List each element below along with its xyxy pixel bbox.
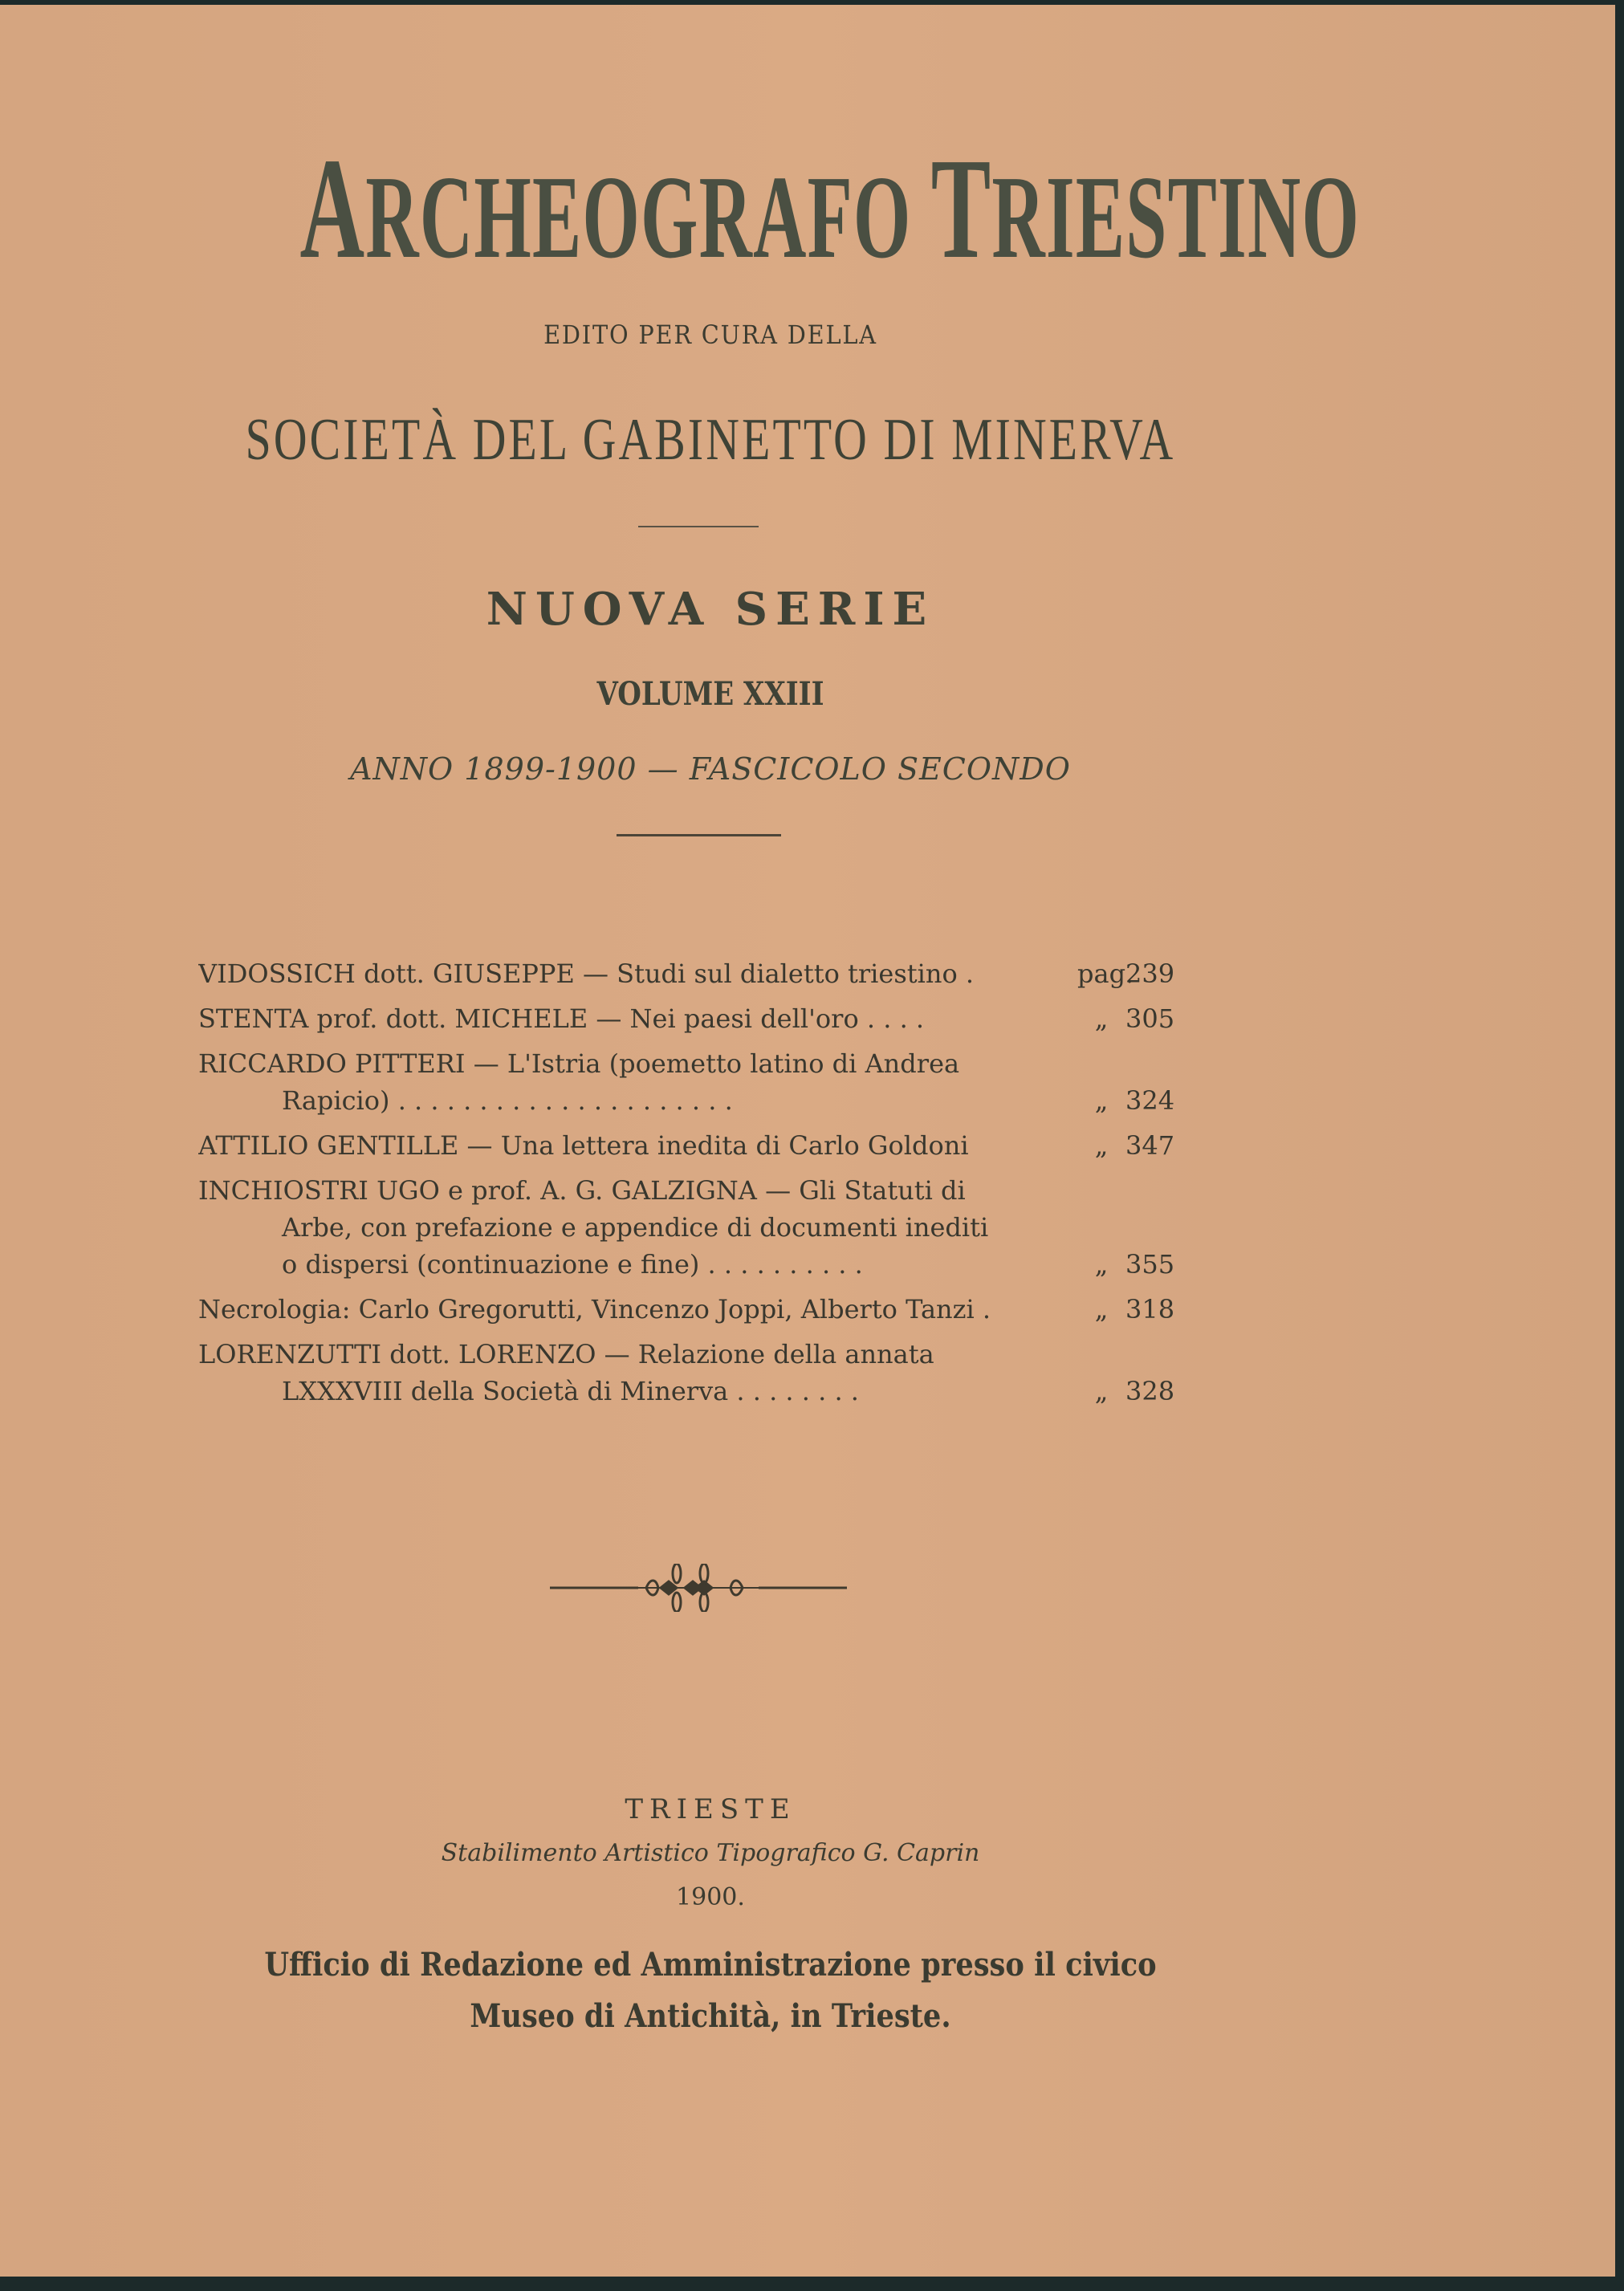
toc-page-number: 318 xyxy=(1125,1294,1175,1325)
toc-page-number: 347 xyxy=(1125,1130,1175,1161)
toc-entry-text: ATTILIO GENTILLE — Una lettera inedita di Carlo Goldoni xyxy=(198,1130,969,1161)
toc-page-number: 239 xyxy=(1125,958,1175,989)
toc-ditto-mark: „ xyxy=(1094,1376,1109,1406)
ornament-divider-icon xyxy=(550,1564,847,1612)
series-heading: NUOVA SERIE xyxy=(486,583,935,636)
toc-entry xyxy=(198,1294,1202,1331)
office-address-line-1: Ufficio di Redazione ed Amministrazione presso il civico xyxy=(264,1946,1157,1984)
edited-by-line: EDITO PER CURA DELLA xyxy=(543,319,877,350)
toc-ditto-mark: „ xyxy=(1094,1003,1109,1034)
toc-entry-text-continued: o dispersi (continuazione e fine) . . . . . . . . . . xyxy=(282,1249,863,1280)
toc-page-number: 328 xyxy=(1125,1376,1175,1406)
toc-entry xyxy=(198,1003,1202,1040)
imprint-year: 1900. xyxy=(676,1883,745,1911)
toc-entry xyxy=(198,958,1202,995)
title-initial-t: T xyxy=(930,128,992,288)
toc-ditto-mark: „ xyxy=(1094,1085,1109,1116)
toc-ditto-mark: „ xyxy=(1094,1249,1109,1280)
toc-entry-text: STENTA prof. dott. MICHELE — Nei paesi dell'oro . . . . xyxy=(198,1003,925,1034)
imprint-printer: Stabilimento Artistico Tipografico G. Caprin xyxy=(441,1839,980,1867)
toc-entry xyxy=(198,1130,1202,1167)
title-initial-a: A xyxy=(299,128,366,288)
toc-entry-text: INCHIOSTRI UGO e prof. A. G. GALZIGNA — Gli Statuti di xyxy=(198,1175,966,1206)
toc-entry-text: VIDOSSICH dott. GIUSEPPE — Studi sul dialetto triestino . xyxy=(198,958,975,989)
title-word-2: RIESTINO xyxy=(991,152,1361,283)
toc-ditto-mark: „ xyxy=(1094,1130,1109,1161)
issue-line: ANNO 1899-1900 — FASCICOLO SECONDO xyxy=(350,751,1071,787)
toc-entry-text-continued: LXXXVIII della Società di Minerva . . . . . . . . xyxy=(282,1376,859,1406)
toc-entry xyxy=(198,1339,1202,1413)
divider-rule xyxy=(638,526,759,527)
title-word-1: RCHEOGRAFO xyxy=(365,152,931,283)
toc-entry-text: RICCARDO PITTERI — L'Istria (poemetto latino di Andrea xyxy=(198,1048,960,1079)
toc-entry xyxy=(198,1175,1202,1286)
toc-entry-text-continued: Arbe, con prefazione e appendice di documenti inediti xyxy=(282,1212,989,1243)
toc-entry-text-continued: Rapicio) . . . . . . . . . . . . . . . . . . . . . xyxy=(282,1085,733,1116)
toc-page-number: 324 xyxy=(1125,1085,1175,1116)
volume-label: VOLUME XXIII xyxy=(596,675,824,713)
toc-ditto-mark: „ xyxy=(1094,1294,1109,1325)
table-of-contents xyxy=(198,958,1202,1421)
toc-entry xyxy=(198,1048,1202,1122)
toc-entry-text: LORENZUTTI dott. LORENZO — Relazione della annata xyxy=(198,1339,934,1369)
toc-page-number: 305 xyxy=(1125,1003,1175,1034)
divider-rule-double xyxy=(617,834,781,836)
society-name: SOCIETÀ DEL GABINETTO DI MINERVA xyxy=(245,407,1176,473)
toc-entry-text: Necrologia: Carlo Gregorutti, Vincenzo Joppi, Alberto Tanzi . xyxy=(198,1294,991,1325)
office-address-line-2: Museo di Antichità, in Trieste. xyxy=(470,1997,951,2035)
journal-title xyxy=(299,125,1361,291)
imprint-city: TRIESTE xyxy=(625,1793,796,1825)
toc-page-number: 355 xyxy=(1125,1249,1175,1280)
toc-page-prefix: pag. xyxy=(1077,958,1134,989)
journal-cover xyxy=(0,5,1615,2277)
